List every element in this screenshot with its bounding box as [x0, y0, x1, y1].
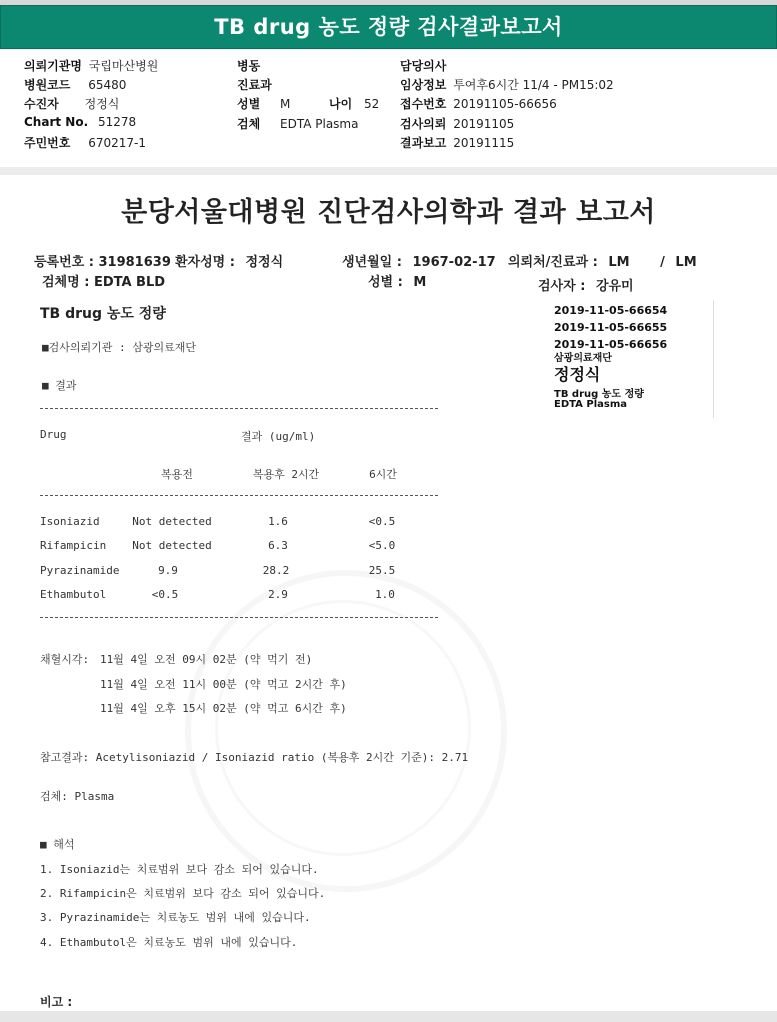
result-2h: 6.3 [268, 539, 288, 552]
result-pre: <0.5 [151, 588, 179, 601]
summary-row-chart-no [24, 115, 136, 129]
remarks-label: 비고 : [40, 995, 73, 1009]
result-pre: Not detected [132, 515, 212, 528]
specimen-line: 검체: Plasma [40, 790, 115, 803]
institution-line: ■검사의뢰기관 : 삼광의료재단 [42, 341, 197, 354]
value: 정정식 [245, 255, 284, 270]
column-header: 6시간 [369, 468, 397, 481]
result-unit-label: 결과 (ug/ml) [241, 430, 316, 443]
watermark-seal-inner [215, 600, 471, 856]
label: 병원코드 [24, 78, 71, 92]
divider [40, 617, 438, 618]
label: 수진자 [24, 97, 59, 111]
sampling-label: 채혈시각: [40, 653, 90, 666]
date-of-birth [342, 251, 496, 270]
value: 20191115 [453, 136, 515, 150]
sampling-time: 11월 4일 오후 15시 02분 (약 먹고 6시간 후) [100, 702, 347, 715]
label: 검사의뢰 [400, 117, 447, 131]
result-6h: <0.5 [368, 515, 396, 528]
summary-row-ward [237, 57, 260, 74]
bottom-border [0, 1011, 777, 1022]
patient-sex [368, 271, 426, 290]
result-2h: 2.9 [268, 588, 288, 601]
summary-row-clinical-info [400, 76, 614, 93]
label: 나이 [329, 97, 353, 111]
value: LM [608, 255, 630, 270]
value: 31981639 [98, 255, 171, 270]
value: 52 [364, 97, 380, 111]
interpretation-item: 3. Pyrazinamide는 치료농도 범위 내에 있습니다. [40, 911, 311, 924]
stamp-test: TB drug 농도 정량 [554, 389, 644, 400]
value: LM [675, 255, 697, 270]
summary-row-sex [237, 95, 290, 112]
summary-row-patient [24, 95, 119, 112]
drug-name: Ethambutol [40, 588, 107, 601]
value: M [280, 97, 291, 111]
label: 검체명 : [42, 275, 90, 290]
stamp-id: 2019-11-05-66654 [554, 304, 668, 317]
label: 담당의사 [400, 59, 447, 73]
panel-separator [0, 167, 777, 175]
sampling-time: 11월 4일 오전 09시 02분 (약 먹기 전) [100, 653, 313, 666]
summary-row-specimen [237, 115, 358, 132]
column-header: 복용후 2시간 [252, 468, 320, 481]
label: 병동 [237, 59, 261, 73]
result-6h: 1.0 [375, 588, 395, 601]
registration-number [34, 251, 171, 270]
patient-name [175, 251, 283, 270]
summary-row-age [329, 95, 379, 112]
summary-row-resident-no [24, 134, 146, 151]
label: 접수번호 [400, 97, 447, 111]
result-pre: Not detected [132, 539, 212, 552]
specimen-name [42, 271, 165, 290]
result-2h: 28.2 [262, 564, 290, 577]
value: 51278 [97, 115, 137, 129]
stamp-org: 삼광의료재단 [554, 353, 612, 364]
value: EDTA Plasma [280, 117, 359, 131]
column-header: 복용전 [161, 468, 193, 481]
drug-name: Rifampicin [40, 539, 107, 552]
divider [40, 408, 438, 409]
label: 주민번호 [24, 136, 71, 150]
separator: / [660, 255, 665, 270]
summary-panel [0, 50, 777, 167]
summary-row-doctor [400, 57, 446, 74]
summary-row-report-date [400, 134, 514, 151]
interpretation-item: 4. Ethambutol은 치료농도 범위 내에 있습니다. [40, 936, 298, 949]
value: EDTA BLD [93, 275, 166, 290]
requesting-department [508, 251, 697, 270]
divider [40, 495, 438, 496]
label: 생년월일 : [342, 255, 402, 270]
result-6h: <5.0 [368, 539, 396, 552]
interpretation-item: 2. Rifampicin은 치료범위 보다 감소 되어 있습니다. [40, 887, 326, 900]
summary-row-receipt-no [400, 95, 557, 112]
drug-name: Pyrazinamide [40, 564, 120, 577]
label: 검체 [237, 117, 261, 131]
result-6h: 25.5 [368, 564, 396, 577]
value: 65480 [88, 78, 127, 92]
label: 의뢰기관명 [24, 59, 82, 73]
result-pre: 9.9 [158, 564, 178, 577]
sampling-time: 11월 4일 오전 11시 00분 (약 먹고 2시간 후) [100, 678, 347, 691]
stamp-id: 2019-11-05-66656 [554, 338, 668, 351]
label: 등록번호 : [34, 255, 94, 270]
label: 성별 : [368, 275, 403, 290]
value: 국립마산병원 [88, 59, 159, 73]
summary-row-hospital-code [24, 76, 126, 93]
value: M [413, 275, 427, 290]
drug-column-label: Drug [40, 428, 67, 441]
value: 투여후6시간 11/4 - PM15:02 [453, 78, 614, 92]
result-2h: 1.6 [268, 515, 288, 528]
value: 670217-1 [88, 136, 146, 150]
label: 진료과 [237, 78, 272, 92]
stamp-specimen: EDTA Plasma [554, 399, 628, 410]
drug-name: Isoniazid [40, 515, 100, 528]
specimen-label-stamp [538, 300, 714, 418]
results-header: ■ 결과 [42, 379, 77, 392]
reference-result: 참고결과: Acetylisoniazid / Isoniazid ratio (복용후 2시간 기준): 2.71 [40, 751, 469, 764]
value: 20191105-66656 [453, 97, 557, 111]
value: 1967-02-17 [412, 255, 496, 270]
tester [538, 275, 634, 294]
interpretation-header: ■ 해석 [40, 838, 75, 851]
test-title: TB drug 농도 정량 [40, 306, 166, 322]
summary-row-request-date [400, 115, 514, 132]
stamp-patient: 정정식 [554, 365, 601, 384]
label: Chart No. [24, 115, 89, 129]
report-title: 분당서울대병원 진단검사의학과 결과 보고서 [121, 197, 656, 228]
summary-row-department [237, 76, 272, 93]
summary-row-institution [24, 57, 158, 74]
label: 검사자 : [538, 279, 586, 294]
value: 강유미 [595, 279, 634, 294]
interpretation-item: 1. Isoniazid는 치료범위 보다 감소 되어 있습니다. [40, 863, 319, 876]
label: 의뢰처/진료과 : [508, 255, 598, 270]
scanned-report [0, 175, 777, 1011]
value: 20191105 [453, 117, 515, 131]
value: 정정식 [84, 97, 120, 111]
label: 환자성명 : [175, 255, 235, 270]
label: 결과보고 [400, 136, 447, 150]
stamp-id: 2019-11-05-66655 [554, 321, 668, 334]
label: 임상정보 [400, 78, 447, 92]
report-banner-title: TB drug 농도 정량 검사결과보고서 [0, 5, 777, 49]
label: 성별 [237, 97, 261, 111]
